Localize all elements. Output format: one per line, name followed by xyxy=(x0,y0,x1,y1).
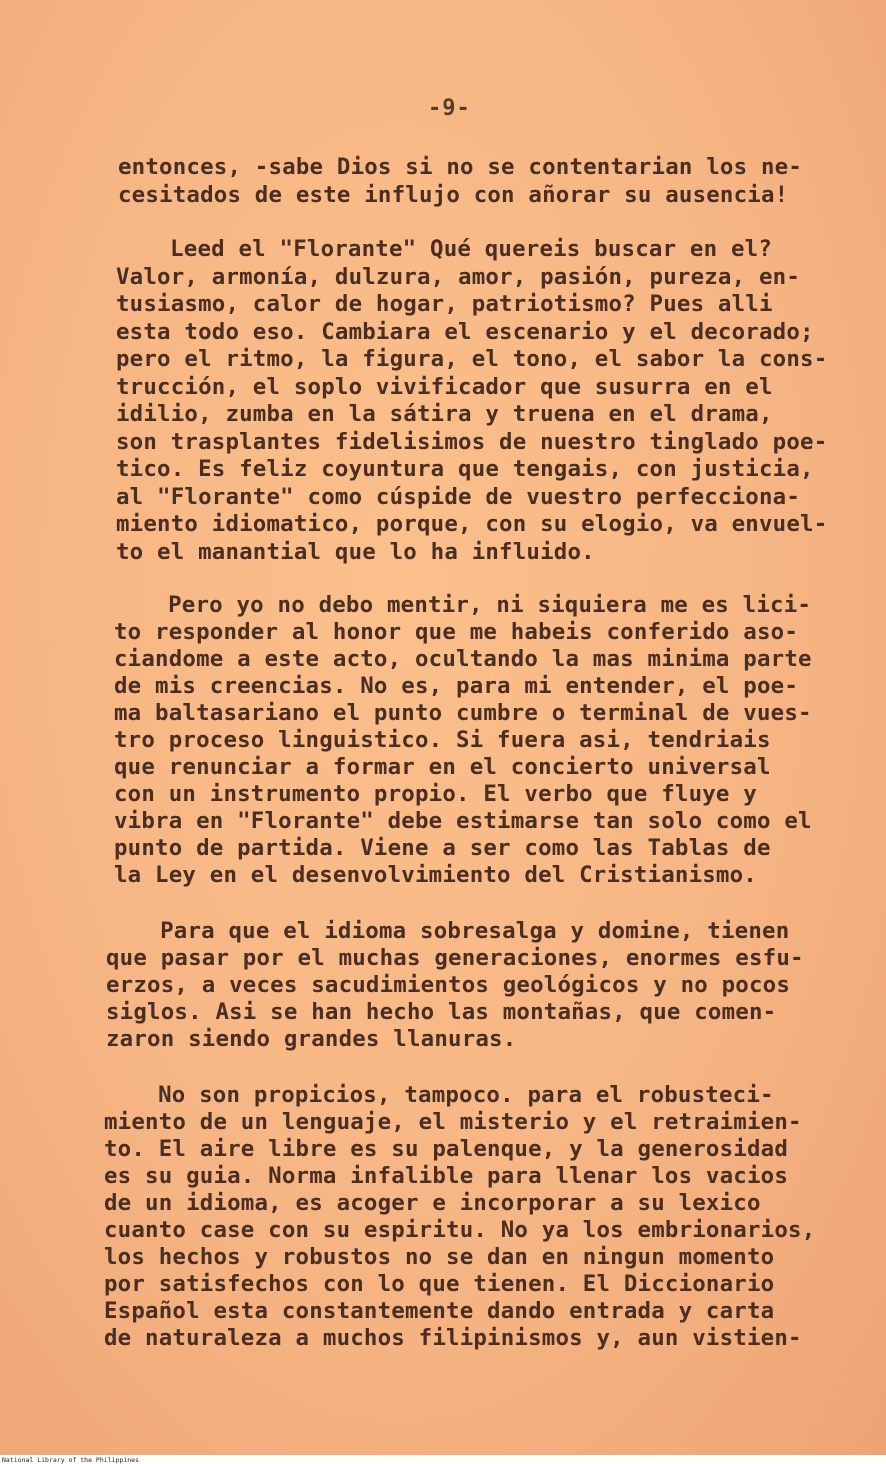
text-line: ma baltasariano el punto cumbre o terminal de vues- xyxy=(114,700,812,726)
text-line: la Ley en el desenvolvimiento del Cristianismo. xyxy=(114,862,757,888)
text-line: miento de un lenguaje, el misterio y el retraimien- xyxy=(104,1109,802,1135)
text-line: Español esta constantemente dando entrada y carta xyxy=(104,1298,775,1324)
text-line: entonces, -sabe Dios si no se contentarian los ne- xyxy=(118,154,803,180)
text-line: trucción, el soplo vivificador que susurra en el xyxy=(116,373,773,400)
text-line: tro proceso linguistico. Si fuera asi, tendriais xyxy=(114,727,771,753)
text-line: que renunciar a formar en el concierto universal xyxy=(114,754,771,780)
page-number: -9- xyxy=(428,96,471,121)
text-line: de naturaleza a muchos filipinismos y, aun vistien- xyxy=(104,1325,802,1351)
text-line: es su guia. Norma infalible para llenar los vacios xyxy=(104,1163,789,1189)
text-line: punto de partida. Viene a ser como las Tablas de xyxy=(114,835,771,861)
text-line: siglos. Asi se han hecho las montañas, que comen- xyxy=(106,999,777,1025)
text-line: Pero yo no debo mentir, ni siquiera me es lici- xyxy=(86,592,812,618)
text-line: cesitados de este influjo con añorar su ausencia! xyxy=(118,181,789,208)
text-line: cuanto case con su espiritu. No ya los embrionarios, xyxy=(104,1217,816,1243)
text-line: vibra en "Florante" debe estimarse tan solo como el xyxy=(114,808,812,834)
text-line: al "Florante" como cúspide de vuestro perfecciona- xyxy=(116,483,801,510)
text-line: de un idioma, es acoger e incorporar a su lexico xyxy=(104,1190,761,1216)
text-line: de mis creencias. No es, para mi entender, el poe- xyxy=(114,673,799,699)
text-line: tico. Es feliz coyuntura que tengais, con justicia, xyxy=(116,456,814,482)
text-line: miento idiomatico, porque, con su elogio, va envuel- xyxy=(116,511,828,537)
text-line: tusiasmo, calor de hogar, patriotismo? Pues alli xyxy=(116,291,773,317)
text-line: pero el ritmo, la figura, el tono, el sabor la cons- xyxy=(116,346,828,372)
text-line: Para que el idioma sobresalga y domine, tienen xyxy=(78,918,790,944)
text-line: con un instrumento propio. El verbo que fluye y xyxy=(114,781,757,807)
text-line: idilio, zumba en la sátira y truena en el drama, xyxy=(116,401,773,427)
text-line: son trasplantes fidelisimos de nuestro tinglado poe- xyxy=(116,428,828,455)
footer-credit: National Library of the Philippines xyxy=(2,1456,139,1464)
text-line: to. El aire libre es su palenque, y la generosidad xyxy=(104,1136,789,1162)
text-line: Valor, armonía, dulzura, amor, pasión, pureza, en- xyxy=(116,263,801,290)
text-line: por satisfechos con lo que tienen. El Diccionario xyxy=(104,1271,775,1297)
text-line: zaron siendo grandes llanuras. xyxy=(106,1026,517,1052)
text-line: to responder al honor que me habeis conferido aso- xyxy=(114,619,799,645)
text-line: Leed el "Florante" Qué quereis buscar en el? xyxy=(88,236,773,262)
text-line: erzos, a veces sacudimientos geológicos y no pocos xyxy=(106,972,791,998)
text-line: ciandome a este acto, ocultando la mas minima parte xyxy=(114,646,812,672)
text-line: que pasar por el muchas generaciones, enormes esfu- xyxy=(106,945,804,971)
text-line: esta todo eso. Cambiara el escenario y el decorado; xyxy=(116,318,814,345)
text-line: los hechos y robustos no se dan en ningun momento xyxy=(104,1244,775,1270)
text-line: to el manantial que lo ha influido. xyxy=(116,538,595,565)
text-line: No son propicios, tampoco. para el robusteci- xyxy=(76,1082,774,1108)
